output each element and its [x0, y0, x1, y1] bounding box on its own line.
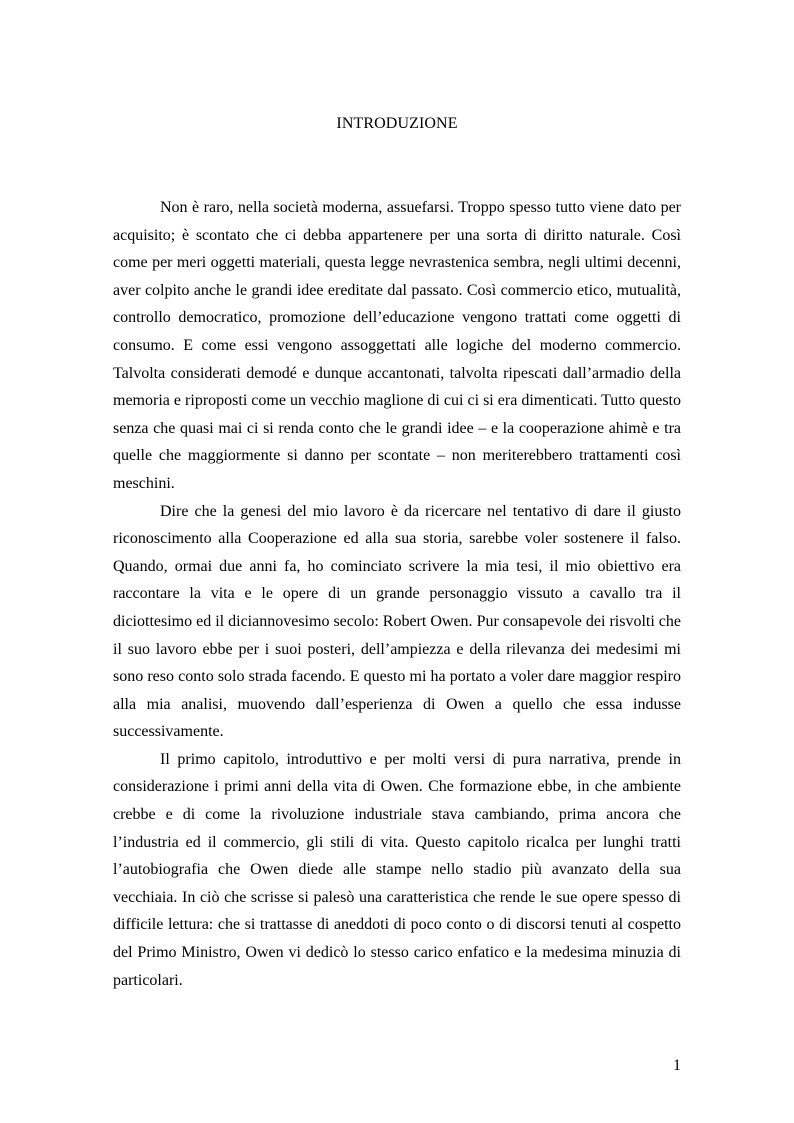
page-number: 1	[673, 1057, 681, 1074]
paragraph-3: Il primo capitolo, introduttivo e per molti versi di pura narrativa, prende in considerazione i primi anni della vita di Owen. Che formazione ebbe, in che ambiente crebbe e di come la rivoluzione industriale stava cambiando, prima ancora che l’industria ed il commercio, gli stili di vita. Questo capitolo ricalca per lunghi tratti l’autobiografia che Owen diede alle stampe nello stadio più avanzato della sua vecchiaia. In ciò che scrisse si palesò una caratteristica che rende le sue opere spesso di difficile lettura: che si trattasse di aneddoti di poco conto o di discorsi tenuti al cospetto del Primo Ministro, Owen vi dedicò lo stesso carico enfatico e la medesima minuzia di particolari.	[113, 750, 681, 989]
paragraph-1: Non è raro, nella società moderna, assuefarsi. Troppo spesso tutto viene dato per acquisito; è scontato che ci debba appartenere per una sorta di diritto naturale. Così come per meri oggetti materiali, questa legge nevrastenica sembra, negli ultimi decenni, aver colpito anche le grandi idee ereditate dal passato. Così commercio etico, mutualità, controllo democratico, promozione dell’educazione vengono trattati come oggetti di consumo. E come essi vengono assoggettati alle logiche del moderno commercio. Talvolta considerati demodé e dunque accantonati, talvolta ripescati dall’armadio della memoria e riproposti come un vecchio maglione di cui ci si era dimenticati. Tutto questo senza che quasi mai ci si renda conto che le grandi idee – e la cooperazione ahimè e tra quelle che maggiormente si danno per scontate – non meriterebbero trattamenti così meschini.	[113, 199, 681, 492]
page-title: INTRODUZIONE	[336, 115, 458, 132]
body-text	[113, 194, 681, 994]
paragraph-2: Dire che la genesi del mio lavoro è da ricercare nel tentativo di dare il giusto riconoscimento alla Cooperazione ed alla sua storia, sarebbe voler sostenere il falso. Quando, ormai due anni fa, ho cominciato scrivere la mia tesi, il mio obiettivo era raccontare la vita e le opere di un grande personaggio vissuto a cavallo tra il diciottesimo ed il diciannovesimo secolo: Robert Owen. Pur consapevole dei risvolti che il suo lavoro ebbe per i suoi posteri, dell’ampiezza e della rilevanza dei medesimi mi sono reso conto solo strada facendo. E questo mi ha portato a voler dare maggior respiro alla mia analisi, muovendo dall’esperienza di Owen a quello che essa indusse successivamente.	[113, 502, 681, 741]
